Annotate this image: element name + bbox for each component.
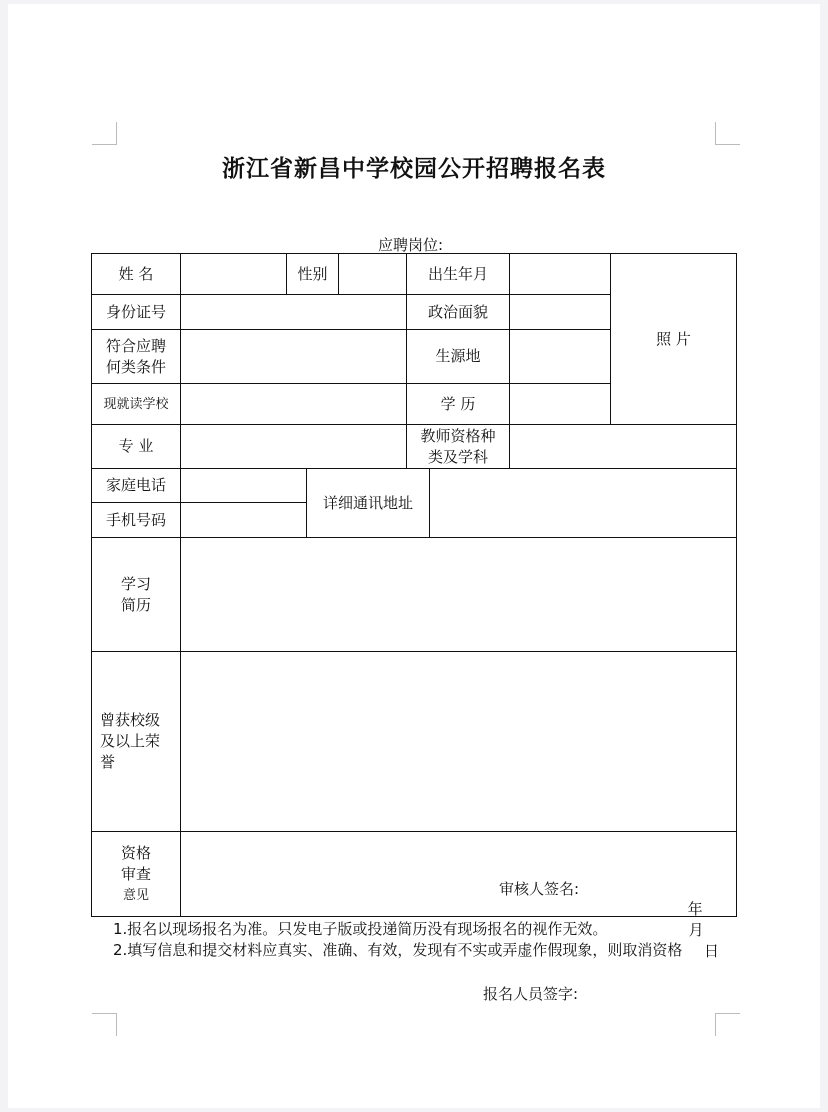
qualification-review-label xyxy=(92,832,181,916)
home-phone-value[interactable] xyxy=(181,469,307,503)
eligibility-label-line1: 符合应聘 xyxy=(105,336,166,355)
birth-date-label: 出生年月 xyxy=(407,254,510,295)
mobile-value[interactable] xyxy=(181,503,307,538)
major-label: 专 业 xyxy=(92,425,181,469)
address-value[interactable] xyxy=(430,469,736,538)
note-2: 2.填写信息和提交材料应真实、准确、有效，发现有不实或弄虚作假现象，则取消资格 xyxy=(113,941,683,959)
birth-date-value[interactable] xyxy=(510,254,611,295)
mobile-label: 手机号码 xyxy=(92,503,181,538)
form-title: 浙江省新昌中学校园公开招聘报名表 xyxy=(222,156,606,182)
honors-label-line3: 誉 xyxy=(100,753,116,771)
month-label: 月 xyxy=(688,921,704,939)
major-value[interactable] xyxy=(181,425,407,469)
honors-value[interactable] xyxy=(181,652,736,832)
current-school-value[interactable] xyxy=(181,384,407,425)
teacher-cert-label-line2: 类及学科 xyxy=(427,447,488,466)
reviewer-signature-label: 审核人签名: xyxy=(499,880,580,898)
resume-label-line2: 简历 xyxy=(120,595,151,614)
honors-label xyxy=(92,652,181,832)
review-label-line2: 审查 xyxy=(120,864,151,883)
teacher-cert-label xyxy=(407,425,510,469)
political-status-label: 政治面貌 xyxy=(407,295,510,330)
honors-label-line2: 及以上荣 xyxy=(100,732,161,750)
eligibility-label xyxy=(92,330,181,384)
honors-label-line1: 曾获校级 xyxy=(100,711,161,729)
resume-label-line1: 学习 xyxy=(120,574,151,593)
photo-box[interactable]: 照 片 xyxy=(611,254,736,425)
origin-label: 生源地 xyxy=(407,330,510,384)
education-label: 学 历 xyxy=(407,384,510,425)
position-applied-label: 应聘岗位: xyxy=(378,236,444,254)
crop-mark-bottom-right xyxy=(715,1013,740,1036)
day-label: 日 xyxy=(703,942,719,960)
eligibility-label-line2: 何类条件 xyxy=(105,357,166,376)
political-status-value[interactable] xyxy=(510,295,611,330)
teacher-cert-label-line1: 教师资格种 xyxy=(420,426,496,445)
name-label: 姓 名 xyxy=(92,254,181,295)
address-label: 详细通讯地址 xyxy=(307,469,430,538)
name-value[interactable] xyxy=(181,254,287,295)
review-label-line3: 意见 xyxy=(122,887,149,903)
home-phone-label: 家庭电话 xyxy=(92,469,181,503)
id-number-label: 身份证号 xyxy=(92,295,181,330)
origin-value[interactable] xyxy=(510,330,611,384)
applicant-signature-label: 报名人员签字: xyxy=(483,985,579,1003)
crop-mark-top-right xyxy=(715,122,740,145)
current-school-label: 现就读学校 xyxy=(92,384,181,425)
gender-label: 性别 xyxy=(287,254,339,295)
eligibility-value[interactable] xyxy=(181,330,407,384)
crop-mark-bottom-left xyxy=(92,1013,117,1036)
gender-value[interactable] xyxy=(339,254,407,295)
id-number-value[interactable] xyxy=(181,295,407,330)
teacher-cert-value[interactable] xyxy=(510,425,736,469)
note-1: 1.报名以现场报名为准。只发电子版或投递简历没有现场报名的视作无效。 xyxy=(113,920,608,938)
education-value[interactable] xyxy=(510,384,611,425)
year-label: 年 xyxy=(687,900,703,918)
resume-label xyxy=(92,538,181,652)
review-label-line1: 资格 xyxy=(120,843,151,862)
crop-mark-top-left xyxy=(92,122,117,145)
resume-value[interactable] xyxy=(181,538,736,652)
